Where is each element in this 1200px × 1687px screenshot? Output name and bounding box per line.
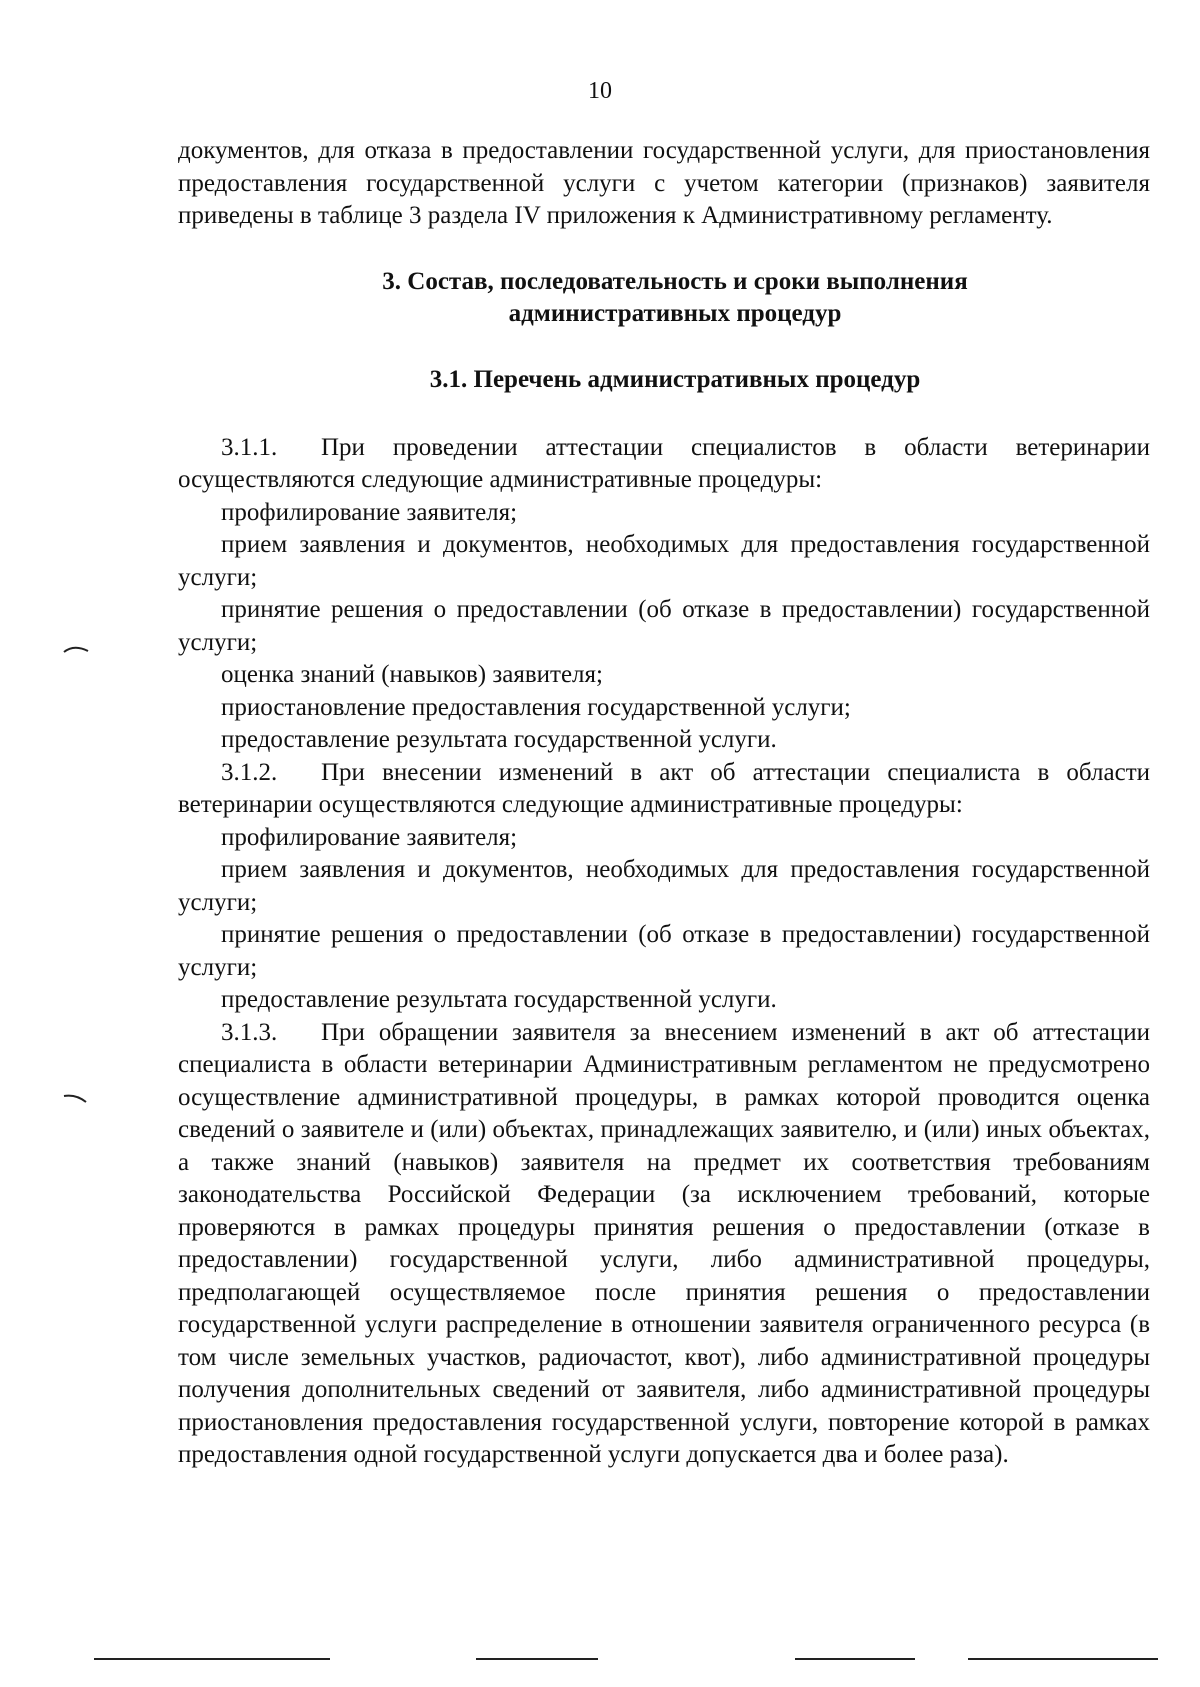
list-item: прием заявления и документов, необходимых для предоставления государственной услуги;	[178, 531, 1150, 591]
list-item: предоставление результата государственной услуги.	[221, 726, 777, 753]
list-item: оценка знаний (навыков) заявителя;	[221, 661, 603, 688]
list-item: профилирование заявителя;	[221, 823, 518, 851]
scan-mark	[62, 642, 92, 656]
paragraph-number: 3.1.3.	[221, 1018, 278, 1046]
intro-paragraph	[178, 135, 1150, 233]
bottom-rule	[94, 1658, 330, 1660]
list-item: приостановление предоставления государственной услуги;	[221, 693, 851, 721]
paragraph-3-1-2	[178, 757, 1150, 822]
scan-mark	[62, 1092, 92, 1106]
paragraph-number: 3.1.2.	[221, 758, 278, 786]
paragraph-text: При внесении изменений в акт об аттестации специалиста в области ветеринарии осуществляются следующие административные процедуры:	[178, 758, 1150, 818]
paragraph-3-1-1	[178, 432, 1150, 497]
section-title	[178, 266, 1150, 330]
subsection-title: 3.1. Перечень административных процедур	[429, 365, 921, 393]
list-item: профилирование заявителя;	[221, 498, 518, 526]
list-item: принятие решения о предоставлении (об отказе в предоставлении) государственной услуги;	[178, 596, 1150, 656]
bottom-rule	[795, 1658, 915, 1660]
section-title-line1: 3. Состав, последовательность и сроки выполнения	[382, 267, 968, 295]
paragraph-text: При обращении заявителя за внесением изменений в акт об аттестации специалиста в области ветеринарии Административным регламентом не предусмотрено осуществление административной процедуры, в рамках которой проводится оценка сведений о заявителе и (или) объектах, принадлежащих заявителю, и (или) иных объектах, а также знаний (навыков) заявителя на предмет их соответствия требованиям законодательства Российской Федерации (за исключением требований, которые проверяются в рамках процедуры принятия решения о предоставлении (отказе в предоставлении) государственной услуги, либо административной процедуры, предполагающей осуществляемое после принятия решения о предоставлении государственной услуги распределение в отношении заявителя ограниченного ресурса (в том числе земельных участков, радиочастот, квот), либо административной процедуры получения дополнительных сведений от заявителя, либо административной процедуры приостановления предоставления государственной услуги, повторение которой в рамках предоставления одной государственной услуги допускается два и более раза).	[178, 1018, 1150, 1468]
list-item: прием заявления и документов, необходимых для предоставления государственной услуги;	[178, 856, 1150, 916]
page-number: 10	[588, 78, 612, 104]
bottom-rule	[476, 1658, 598, 1660]
intro-paragraph-text: документов, для отказа в предоставлении государственной услуги, для приостановления предоставления государственной услуги с учетом категории (признаков) заявителя приведены в таблице 3 раздела IV приложения к Административному регламенту.	[178, 137, 1150, 229]
list-item: принятие решения о предоставлении (об отказе в предоставлении) государственной услуги;	[178, 921, 1150, 981]
paragraph-number: 3.1.1.	[221, 433, 278, 461]
bottom-rule	[968, 1658, 1158, 1660]
section-title-line2: административных процедур	[508, 299, 842, 327]
list-item: предоставление результата государственной услуги.	[221, 986, 777, 1013]
paragraph-text: При проведении аттестации специалистов в области ветеринарии осуществляются следующие административные процедуры:	[178, 433, 1150, 493]
document-body	[178, 135, 1150, 1472]
paragraph-3-1-3	[178, 1017, 1150, 1472]
